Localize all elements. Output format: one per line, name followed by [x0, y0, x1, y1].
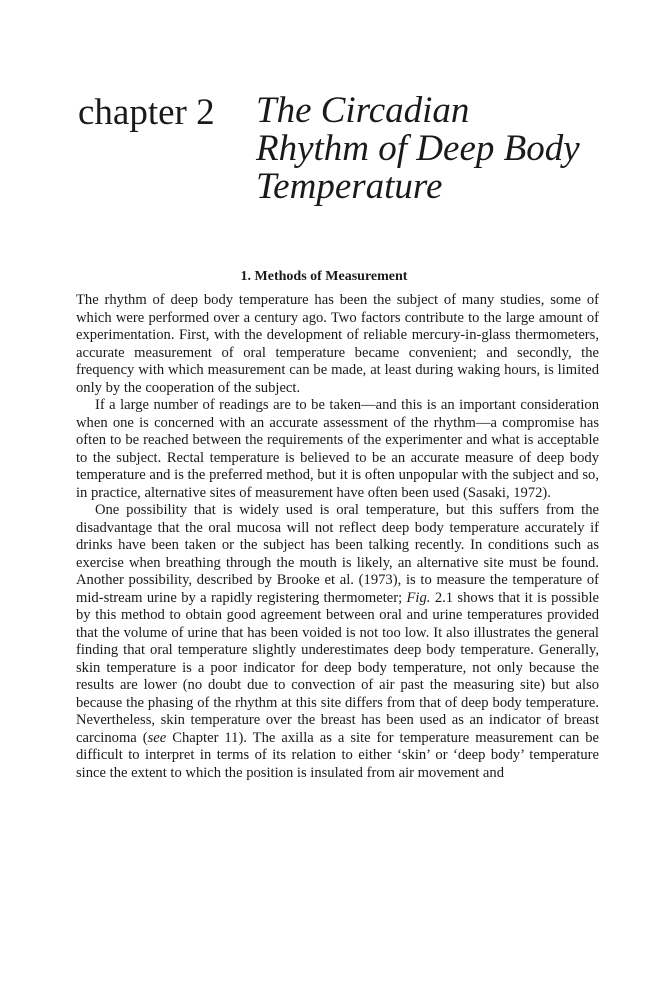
chapter-label: chapter 2: [78, 92, 215, 133]
chapter-title-line: Rhythm of Deep Body: [256, 128, 580, 169]
paragraph: [76, 502, 599, 782]
text-run: One possibility that is widely used is oral temperature, but this suffers from the disadvantage that the oral mucosa will not reflect deep body temperature accurately if drinks have been taken or the subject has been talking recently. In conditions such as exercise when breathing through the mouth is likely, an alternative site must be found. Another possibility, described by Brooke et al. (1973), is to measure the temperature of mid-stream urine by a rapidly registering thermometer;: [76, 502, 599, 606]
paragraph: [76, 292, 599, 397]
text-run: If a large number of readings are to be taken—and this is an important consideration when one is concerned with an accurate assessment of the rhythm—a compromise has often to be reached between the requirements of the experimenter and what is acceptable to the subject. Rectal temperature is believed to be an accurate measure of deep body temperature and is the preferred method, but it is often unpopular with the subject and so, in practice, alternative sites of measurement have often been used (Sasaki, 1972).: [76, 397, 599, 501]
paragraph: [76, 397, 599, 502]
text-run: 2.1 shows that it is possible by this method to obtain good agreement between oral and urine temperatures provided that the volume of urine that has been voided is not too low. It also illustrates the general finding that oral temperature slightly underestimates deep body temperature. Generally, skin temperature is a poor indicator for deep body temperature, not only because the results are lower (no doubt due to convection of air past the measuring site) but also because the phasing of the rhythm at this site differs from that of deep body temperature. Nevertheless, skin temperature over the breast has been used as an indicator of breast carcinoma (: [76, 589, 599, 746]
text-run: The rhythm of deep body temperature has been the subject of many studies, some of which were performed over a century ago. Two factors contribute to the large amount of experimentation. First, with the development of reliable mercury-in-glass thermometers, accurate measurement of oral temperature became convenient; and secondly, the frequency with which measurement can be made, at least during waking hours, is limited only by the cooperation of the subject.: [76, 292, 599, 396]
text-run: Chapter 11). The axilla as a site for temperature measurement can be difficult to interpret in terms of its relation to either ‘skin’ or ‘deep body’ temperature since the extent to which the position is insulated from air movement and: [76, 729, 599, 781]
body-text: [76, 292, 599, 782]
chapter-title-line: The Circadian: [256, 90, 470, 131]
figure-reference: Fig.: [406, 589, 431, 606]
section-heading: 1. Methods of Measurement: [240, 269, 408, 284]
chapter-title: [256, 92, 580, 206]
chapter-title-line: Temperature: [256, 166, 443, 207]
see-reference: see: [147, 729, 167, 746]
